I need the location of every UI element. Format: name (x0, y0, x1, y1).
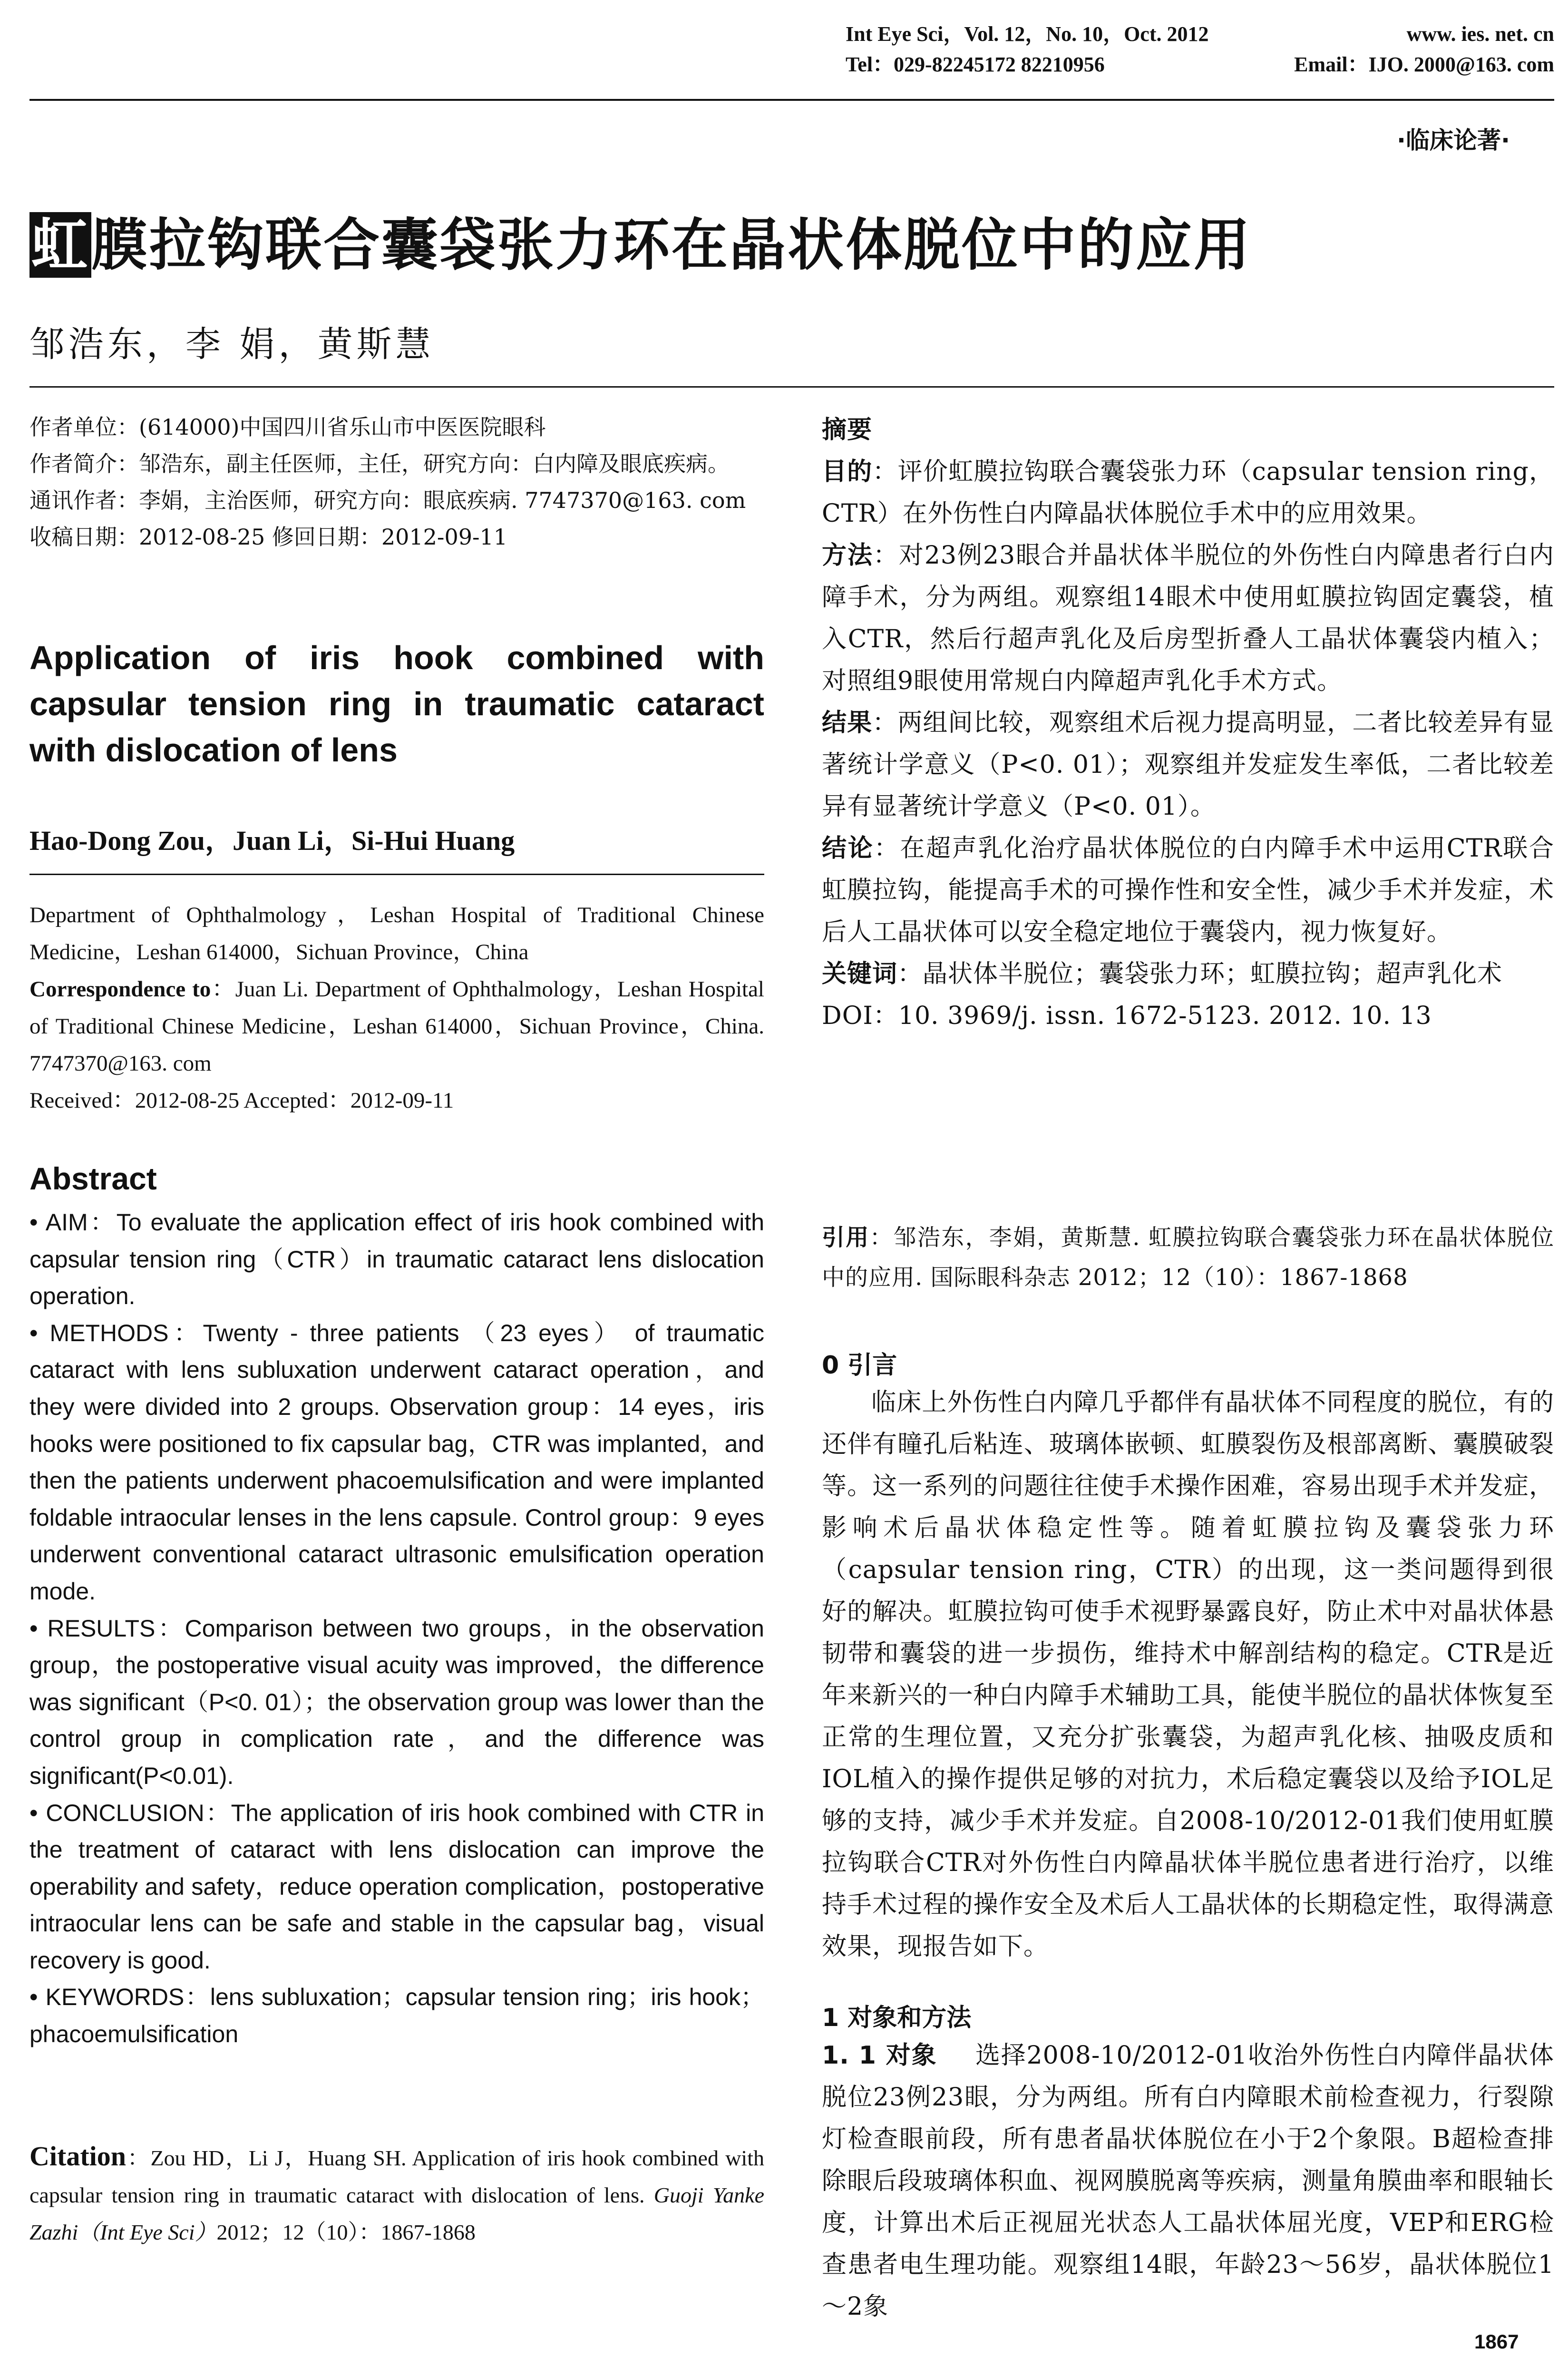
abstract-aim: • AIM：To evaluate the application effect of iris hook combined with capsular tension ring（CTR）in traumatic cataract lens dislocation operation. (29, 1209, 764, 1310)
abstract-en-body (29, 1204, 764, 2053)
header-rule (29, 99, 1554, 101)
article-title (29, 200, 1252, 281)
abstract-cn-aim: 目的：评价虹膜拉钩联合囊袋张力环（capsular tension ring，CTR）在外伤性白内障晶状体脱位手术中的应用效果。 (822, 458, 1554, 528)
abstract-cn (822, 409, 1554, 1037)
journal-info: Int Eye Sci，Vol. 12，No. 10，Oct. 2012 (846, 22, 1209, 46)
methods-heading: 1 对象和方法 (822, 2004, 972, 2032)
subjects-label: 1. 1 对象 (822, 2041, 937, 2070)
intro-heading: 0 引言 (822, 1351, 897, 1380)
dates: 收稿日期：2012-08-25 修回日期：2012-09-11 (29, 524, 508, 550)
abstract-results: • RESULTS：Comparison between two groups，in the observation group，the postoperative visual acuity was improved，the difference was significant（P<0. 01）；the observation group was lower than the control group in complication rate，and the difference was significant(P<0.01). (29, 1615, 764, 1789)
abstract-cn-results: 结果：两组间比较，观察组术后视力提高明显，二者比较差异有显著统计学意义（P<0. 01）；观察组并发症发生率低，二者比较差异有显著统计学意义（P<0. 01）。 (822, 709, 1554, 821)
author-unit: 作者单位：(614000)中国四川省乐山市中医医院眼科 (29, 414, 546, 440)
abstract-cn-methods: 方法：对23例23眼合并晶状体半脱位的外伤性白内障患者行白内障手术，分为两组。观察组14眼术中使用虹膜拉钩固定囊袋，植入CTR，然后行超声乳化及后房型折叠人工晶状体囊袋内植入；对照组9眼使用常规白内障超声乳化手术方式。 (822, 541, 1554, 695)
intro-text: 临床上外伤性白内障几乎都伴有晶状体不同程度的脱位，有的还伴有瞳孔后粘连、玻璃体嵌顿、虹膜裂伤及根部离断、囊膜破裂等。这一系列的问题往往使手术操作困难，容易出现手术并发症，影响术后晶状体稳定性等。随着虹膜拉钩及囊袋张力环（capsular tension ring，CTR）的出现，这一类问题得到很好的解决。虹膜拉钩可使手术视野暴露良好，防止术中对晶状体悬韧带和囊袋的进一步损伤，维持术中解剖结构的稳定。CTR是近年来新兴的一种白内障手术辅助工具，能使半脱位的晶状体恢复至正常的生理位置，又充分扩张囊袋，为超声乳化核、抽吸皮质和IOL植入的操作提供足够的对抗力，术后稳定囊袋以及给予IOL足够的支持，减少手术并发症。自2008-10/2012-01我们使用虹膜拉钩联合CTR对外伤性白内障晶状体半脱位患者进行治疗，以维持手术过程的操作安全及术后人工晶状体的长期稳定性，取得满意效果，现报告如下。 (822, 1388, 1554, 1961)
doi: DOI：10. 3969/j. issn. 1672-5123. 2012. 10. 13 (822, 1002, 1432, 1030)
citation-label: Citation (29, 2141, 126, 2172)
english-title: Application of iris hook combined with capsular tension ring in traumatic cataract with dislocation of lens (29, 639, 764, 769)
author-info-block (29, 409, 764, 555)
journal-header (846, 19, 1554, 81)
abstract-cn-heading: 摘要 (822, 416, 873, 444)
abstract-methods: • METHODS：Twenty - three patients （23 eyes） of traumatic cataract with lens subluxation underwent cataract operation，and they were divided into 2 groups. Observation group：14 eyes，iris hooks were positioned to fix capsular bag，CTR was implanted，and then the patients underwent phacoemulsification and were implanted foldable intraocular lenses in the lens capsule. Control group：9 eyes underwent conventional cataract ultrasonic emulsification operation mode. (29, 1319, 764, 1605)
citation-cn: 引用：邹浩东，李娟，黄斯慧. 虹膜拉钩联合囊袋张力环在晶状体脱位中的应用. 国际眼科杂志 2012；12（10）：1867-1868 (822, 1224, 1554, 1291)
title-first-char: 虹 (29, 212, 91, 278)
abstract-keywords: • KEYWORDS：lens subluxation；capsular tension ring；iris hook；phacoemulsification (29, 1984, 764, 2048)
affiliation-block (29, 896, 764, 1119)
abstract-cn-conclusion: 结论：在超声乳化治疗晶状体脱位的白内障手术中运用CTR联合虹膜拉钩，能提高手术的可操作性和安全性，减少手术并发症，术后人工晶状体可以安全稳定地位于囊袋内，视力恢复好。 (822, 834, 1554, 946)
abstract-cn-keywords: 关键词：晶状体半脱位；囊袋张力环；虹膜拉钩；超声乳化术 (822, 960, 1503, 988)
journal-website: www. ies. net. cn (1406, 22, 1554, 46)
subjects-paragraph: 1. 1 对象 选择2008-10/2012-01收治外伤性白内障伴晶状体脱位23例23眼，分为两组。所有白内障眼术前检查视力，行裂隙灯检查眼前段，所有患者晶状体脱位在小于2个象限。B超检查排除眼后段玻璃体积血、视网膜脱离等疾病，测量角膜曲率和眼轴长度，计算出术后正视屈光状态人工晶状体屈光度，VEP和ERG检查患者电生理功能。观察组14眼，年龄23～56岁，晶状体脱位1～2象 (822, 2041, 1555, 2321)
page-number: 1867 (1474, 2330, 1519, 2353)
journal-tel: Tel：029-82245172 82210956 (846, 53, 1105, 76)
citation-journal: Guoji Yanke Zazhi（Int Eye Sci） (29, 2183, 764, 2244)
authors-cn: 邹浩东，李 娟，黄斯慧 (29, 324, 435, 365)
correspondence: Correspondence to：Juan Li. Department of Ophthalmology，Leshan Hospital of Traditional Chinese Medicine，Leshan 614000，Sichuan Province，China. 7747370@163. com (29, 977, 764, 1076)
affiliation: Department of Ophthalmology，Leshan Hospital of Traditional Chinese Medicine，Leshan 614000，Sichuan Province，China (29, 903, 764, 964)
english-authors: Hao-Dong Zou，Juan Li，Si-Hui Huang (29, 825, 515, 856)
affiliation-rule (29, 874, 764, 875)
title-rule (29, 386, 1554, 388)
section-tag: ·临床论著· (1397, 127, 1510, 154)
citation: Citation：Zou HD，Li J，Huang SH. Application of iris hook combined with capsular tension ring in traumatic cataract with dislocation of lens. Guoji Yanke Zazhi（Int Eye Sci）2012；12（10）：1867-1868 (29, 2141, 764, 2244)
abstract-heading: Abstract (29, 1161, 157, 1196)
abstract-conclusion: • CONCLUSION：The application of iris hook combined with CTR in the treatment of cataract with lens dislocation can improve the operability and safety，reduce operation complication，postoperative intraocular lens can be safe and stable in the capsular bag，visual recovery is good. (29, 1799, 764, 1974)
corresponding-author: 通讯作者：李娟，主治医师，研究方向：眼底疾病. 7747370@163. com (29, 487, 746, 513)
title-rest: 膜拉钩联合囊袋张力环在晶状体脱位中的应用 (91, 212, 1252, 278)
journal-email: Email：IJO. 2000@163. com (1294, 53, 1554, 76)
author-bio: 作者简介：邹浩东，副主任医师，主任，研究方向：白内障及眼底疾病。 (29, 451, 730, 477)
correspondence-label: Correspondence to (29, 977, 211, 1002)
received-accepted: Received：2012-08-25 Accepted：2012-09-11 (29, 1088, 454, 1113)
